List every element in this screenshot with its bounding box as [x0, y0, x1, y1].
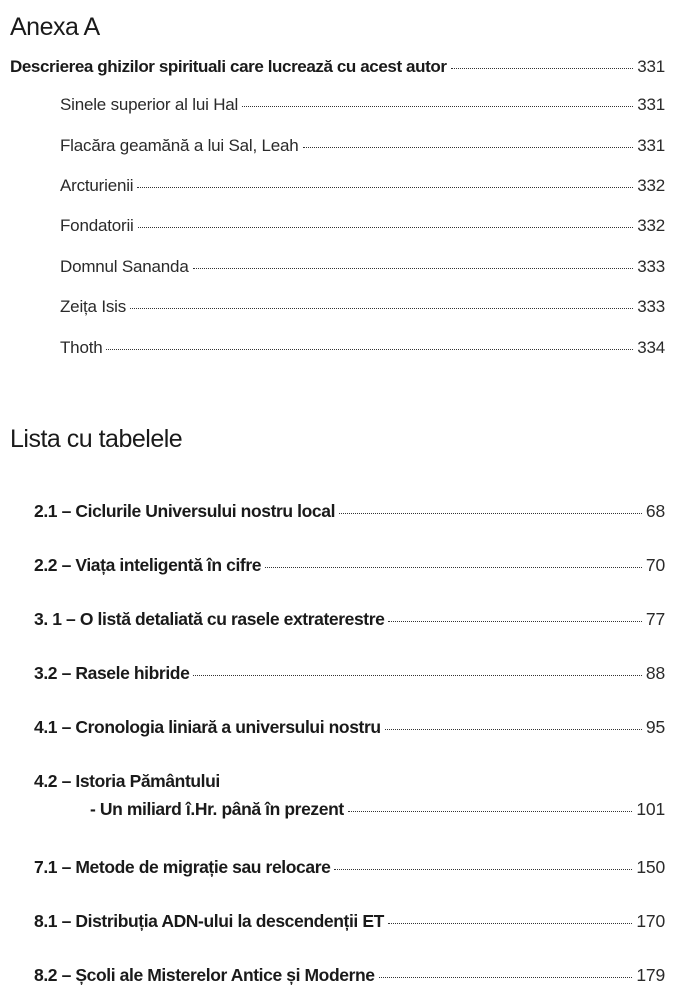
entry-label: 2.1 – Ciclurile Universului nostru local [34, 501, 336, 521]
toc-entry[interactable] [60, 175, 665, 197]
toc-entry[interactable] [60, 256, 665, 278]
entry-page: 333 [637, 257, 665, 276]
dot-leader [385, 728, 642, 730]
entry-page: 332 [637, 216, 665, 235]
entry-page: 331 [637, 95, 665, 114]
dot-leader [106, 348, 633, 350]
dot-leader [130, 307, 633, 309]
entry-page: 334 [637, 338, 665, 357]
toc-entry[interactable] [60, 215, 665, 237]
table-entry[interactable] [34, 662, 665, 684]
dot-leader [138, 226, 634, 228]
entry-label: 7.1 – Metode de migrație sau relocare [34, 857, 331, 877]
entry-page: 170 [636, 911, 665, 931]
annex-title: Anexa A [10, 13, 100, 41]
dot-leader [388, 922, 632, 924]
table-entry-title[interactable]: 4.2 – Istoria Pământului [34, 771, 220, 791]
toc-entry[interactable] [60, 337, 665, 359]
dot-leader [334, 868, 632, 870]
entry-page: 331 [637, 57, 665, 76]
dot-leader [137, 186, 633, 188]
entry-label: 8.1 – Distribuția ADN-ului la descendenții ET [34, 911, 384, 931]
dot-leader [339, 512, 642, 514]
toc-entry[interactable] [60, 296, 665, 318]
entry-label: 3. 1 – O listă detaliată cu rasele extraterestre [34, 609, 385, 629]
table-entry[interactable] [34, 608, 665, 630]
table-entry[interactable] [34, 500, 665, 522]
entry-label: Fondatorii [60, 216, 134, 235]
entry-label: Descrierea ghizilor spirituali care lucrează cu acest autor [10, 57, 447, 76]
dot-leader [303, 146, 634, 148]
dot-leader [348, 811, 633, 812]
entry-label: Sinele superior al lui Hal [60, 95, 239, 114]
entry-label: Arcturienii [60, 176, 134, 195]
entry-page: 331 [637, 136, 665, 155]
tables-title: Lista cu tabelele [10, 425, 183, 453]
dot-leader [193, 267, 634, 269]
table-entry[interactable] [34, 716, 665, 738]
dot-leader [451, 67, 634, 69]
entry-page: 333 [637, 297, 665, 316]
table-entry[interactable] [34, 910, 665, 932]
dot-leader [379, 976, 633, 978]
entry-page: 95 [645, 717, 665, 737]
annex-section-entry[interactable] [10, 56, 665, 78]
dot-leader [242, 105, 633, 107]
entry-label: Thoth [60, 338, 103, 357]
dot-leader [388, 620, 641, 622]
table-entry[interactable] [34, 856, 665, 878]
entry-label: Flacăra geamănă a lui Sal, Leah [60, 136, 299, 155]
entry-label: 4.1 – Cronologia liniară a universului nostru [34, 717, 381, 737]
toc-entry[interactable] [60, 135, 665, 157]
entry-label: Domnul Sananda [60, 257, 189, 276]
dot-leader [193, 674, 642, 676]
entry-label: - Un miliard î.Hr. până în prezent [90, 799, 344, 819]
table-entry-continuation[interactable] [90, 798, 665, 820]
entry-label: Zeița Isis [60, 297, 127, 316]
entry-page: 68 [645, 501, 665, 521]
entry-page: 179 [636, 965, 665, 985]
entry-page: 77 [645, 609, 665, 629]
entry-page: 101 [636, 799, 665, 819]
entry-page: 70 [645, 555, 665, 575]
table-entry[interactable] [34, 554, 665, 576]
table-entry[interactable] [34, 964, 665, 986]
dot-leader [265, 566, 642, 568]
entry-page: 332 [637, 176, 665, 195]
toc-entry[interactable] [60, 94, 665, 116]
entry-page: 88 [645, 663, 665, 683]
entry-label: 2.2 – Viața inteligentă în cifre [34, 555, 262, 575]
entry-label: 3.2 – Rasele hibride [34, 663, 190, 683]
entry-page: 150 [636, 857, 665, 877]
entry-label: 8.2 – Școli ale Misterelor Antice și Moderne [34, 965, 375, 985]
